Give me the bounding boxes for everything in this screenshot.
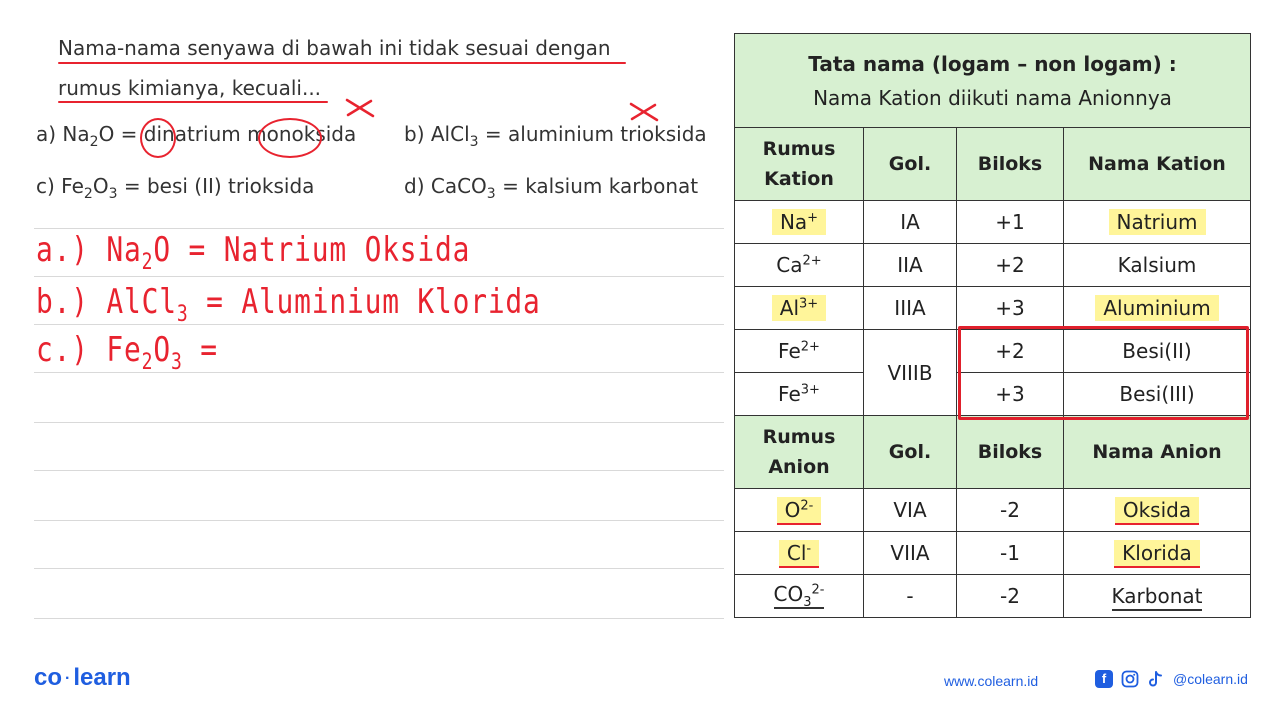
sym: Fe xyxy=(778,382,801,406)
charge: 2- xyxy=(800,498,814,514)
subscript: 3 xyxy=(803,595,812,610)
option-d-formula: CaCO xyxy=(430,174,487,198)
anion-header-row xyxy=(735,416,1251,489)
question-line-1: Nama-nama senyawa di bawah ini tidak sesuai dengan xyxy=(58,36,611,60)
option-d-text: = kalsium karbonat xyxy=(495,174,699,198)
colearn-logo[interactable] xyxy=(34,664,131,692)
cation-symbol xyxy=(735,287,864,330)
cation-header-row xyxy=(735,128,1251,201)
table-title xyxy=(735,34,1251,128)
question-underline xyxy=(58,62,626,64)
anion-gol: - xyxy=(864,575,957,618)
cation-gol: VIIIB xyxy=(864,330,957,416)
anion-symbol xyxy=(735,489,864,532)
option-a-label: a) xyxy=(36,122,57,146)
header-gol: Gol. xyxy=(864,416,957,489)
anion-biloks: -2 xyxy=(957,489,1064,532)
anion-symbol xyxy=(735,532,864,575)
hand-c-sub1: 2 xyxy=(141,349,154,375)
name: Karbonat xyxy=(1112,584,1203,611)
cation-symbol xyxy=(735,244,864,287)
cation-symbol xyxy=(735,373,864,416)
anion-symbol xyxy=(735,575,864,618)
option-c-formula: Fe xyxy=(61,174,84,198)
logo-left: co xyxy=(34,664,63,691)
cation-name: Kalsium xyxy=(1064,244,1251,287)
handwritten-answer-a xyxy=(36,230,470,275)
table-row xyxy=(735,201,1251,244)
header-nama-anion: Nama Anion xyxy=(1064,416,1251,489)
header-rumus-kation xyxy=(735,128,864,201)
ruled-line xyxy=(34,520,724,521)
sym: Fe xyxy=(778,339,801,363)
option-b-label: b) xyxy=(404,122,425,146)
anion-biloks: -1 xyxy=(957,532,1064,575)
cation-gol: IA xyxy=(864,201,957,244)
hand-a-sub: 2 xyxy=(141,249,154,275)
facebook-icon[interactable]: f xyxy=(1095,670,1113,688)
hand-c-sub2: 3 xyxy=(170,349,183,375)
cation-name: Besi(III) xyxy=(1064,373,1251,416)
name: Aluminium xyxy=(1095,295,1218,321)
option-a-text: = dinatrium monoksida xyxy=(114,122,357,146)
option-b-sub: 3 xyxy=(469,134,479,150)
sym: Na xyxy=(779,210,808,234)
charge: + xyxy=(807,210,819,226)
header-gol: Gol. xyxy=(864,128,957,201)
name: Oksida xyxy=(1115,497,1199,525)
cation-symbol xyxy=(735,330,864,373)
highlight-box xyxy=(958,326,1249,420)
hand-b-sub: 3 xyxy=(176,301,189,327)
cation-biloks: +1 xyxy=(957,201,1064,244)
question-line-2: rumus kimianya, kecuali... xyxy=(58,76,322,100)
sym: Al xyxy=(779,296,800,320)
charge: 3+ xyxy=(800,382,820,398)
ruled-line xyxy=(34,228,724,229)
table-title-sub: Nama Kation diikuti nama Anionnya xyxy=(813,85,1172,110)
header-biloks: Biloks xyxy=(957,128,1064,201)
cation-gol: IIIA xyxy=(864,287,957,330)
option-d xyxy=(404,174,698,202)
tiktok-icon[interactable] xyxy=(1147,670,1163,688)
hand-c-pre: c.) Fe xyxy=(36,330,142,370)
option-d-label: d) xyxy=(404,174,425,198)
option-b-text: = aluminium trioksida xyxy=(478,122,707,146)
cation-biloks: +3 xyxy=(957,287,1064,330)
ruled-line xyxy=(34,470,724,471)
logo-right: learn xyxy=(73,664,131,691)
handwritten-answer-b xyxy=(36,282,541,327)
hand-b-pre: b.) AlCl xyxy=(36,282,177,322)
hand-c-mid: O xyxy=(153,330,171,370)
name: Klorida xyxy=(1114,540,1200,568)
annotation-circle xyxy=(140,118,176,158)
cation-symbol xyxy=(735,201,864,244)
annotation-circle xyxy=(258,118,322,158)
cation-biloks: +2 xyxy=(957,330,1064,373)
logo-dot: · xyxy=(65,669,71,687)
cation-name: Besi(II) xyxy=(1064,330,1251,373)
option-b xyxy=(404,122,707,150)
sym: Ca xyxy=(776,253,803,277)
option-c-formula-mid: O xyxy=(92,174,109,198)
website-link[interactable]: www.colearn.id xyxy=(944,673,1039,689)
header-biloks: Biloks xyxy=(957,416,1064,489)
sym: O xyxy=(784,498,801,522)
table-title-bold: Tata nama (logam – non logam) : xyxy=(808,51,1177,76)
question-underline-2 xyxy=(58,101,328,103)
header-text: Rumus xyxy=(762,426,836,448)
option-c xyxy=(36,174,314,202)
cation-name xyxy=(1064,287,1251,330)
header-text: Anion xyxy=(768,456,830,478)
hand-c-post: = xyxy=(182,330,218,370)
header-rumus-anion xyxy=(735,416,864,489)
annotation-cross-icon xyxy=(628,100,660,124)
option-b-formula: AlCl xyxy=(430,122,470,146)
charge: - xyxy=(806,541,812,557)
anion-name xyxy=(1064,532,1251,575)
ruled-line xyxy=(34,422,724,423)
charge: 3+ xyxy=(799,296,819,312)
header-nama-kation: Nama Kation xyxy=(1064,128,1251,201)
header-text: Kation xyxy=(764,168,834,190)
cation-gol: IIA xyxy=(864,244,957,287)
name: Natrium xyxy=(1109,209,1206,235)
option-c-text: = besi (II) trioksida xyxy=(117,174,315,198)
ruled-line xyxy=(34,276,724,277)
cation-name xyxy=(1064,201,1251,244)
sym: Cl xyxy=(786,541,807,565)
ruled-line xyxy=(34,618,724,619)
table-row xyxy=(735,287,1251,330)
social-handle[interactable]: @colearn.id xyxy=(1173,671,1248,687)
hand-a-pre: a.) Na xyxy=(36,230,142,270)
annotation-cross-icon xyxy=(344,96,376,120)
option-a-formula: Na xyxy=(62,122,90,146)
charge: 2+ xyxy=(802,253,822,269)
anion-name xyxy=(1064,575,1251,618)
hand-a-post: O = Natrium Oksida xyxy=(153,230,471,270)
charge: 2+ xyxy=(800,339,820,355)
option-a-sub: 2 xyxy=(89,134,99,150)
table-row xyxy=(735,575,1251,618)
table-row xyxy=(735,532,1251,575)
handwritten-answer-c xyxy=(36,330,218,375)
cation-biloks: +2 xyxy=(957,244,1064,287)
table-row xyxy=(735,244,1251,287)
option-c-sub2: 3 xyxy=(108,186,118,202)
table-row xyxy=(735,489,1251,532)
social-links xyxy=(1095,670,1248,688)
charge: 2- xyxy=(811,582,825,598)
anion-gol: VIIA xyxy=(864,532,957,575)
cation-biloks: +3 xyxy=(957,373,1064,416)
ruled-line xyxy=(34,568,724,569)
anion-biloks: -2 xyxy=(957,575,1064,618)
option-d-sub: 3 xyxy=(486,186,496,202)
option-a-formula-post: O xyxy=(98,122,115,146)
sym: CO xyxy=(773,582,804,606)
header-text: Rumus xyxy=(762,138,836,160)
option-c-sub1: 2 xyxy=(83,186,93,202)
anion-gol: VIA xyxy=(864,489,957,532)
hand-b-post: = Aluminium Klorida xyxy=(188,282,541,322)
anion-name xyxy=(1064,489,1251,532)
instagram-icon[interactable] xyxy=(1121,670,1139,688)
option-c-label: c) xyxy=(36,174,55,198)
